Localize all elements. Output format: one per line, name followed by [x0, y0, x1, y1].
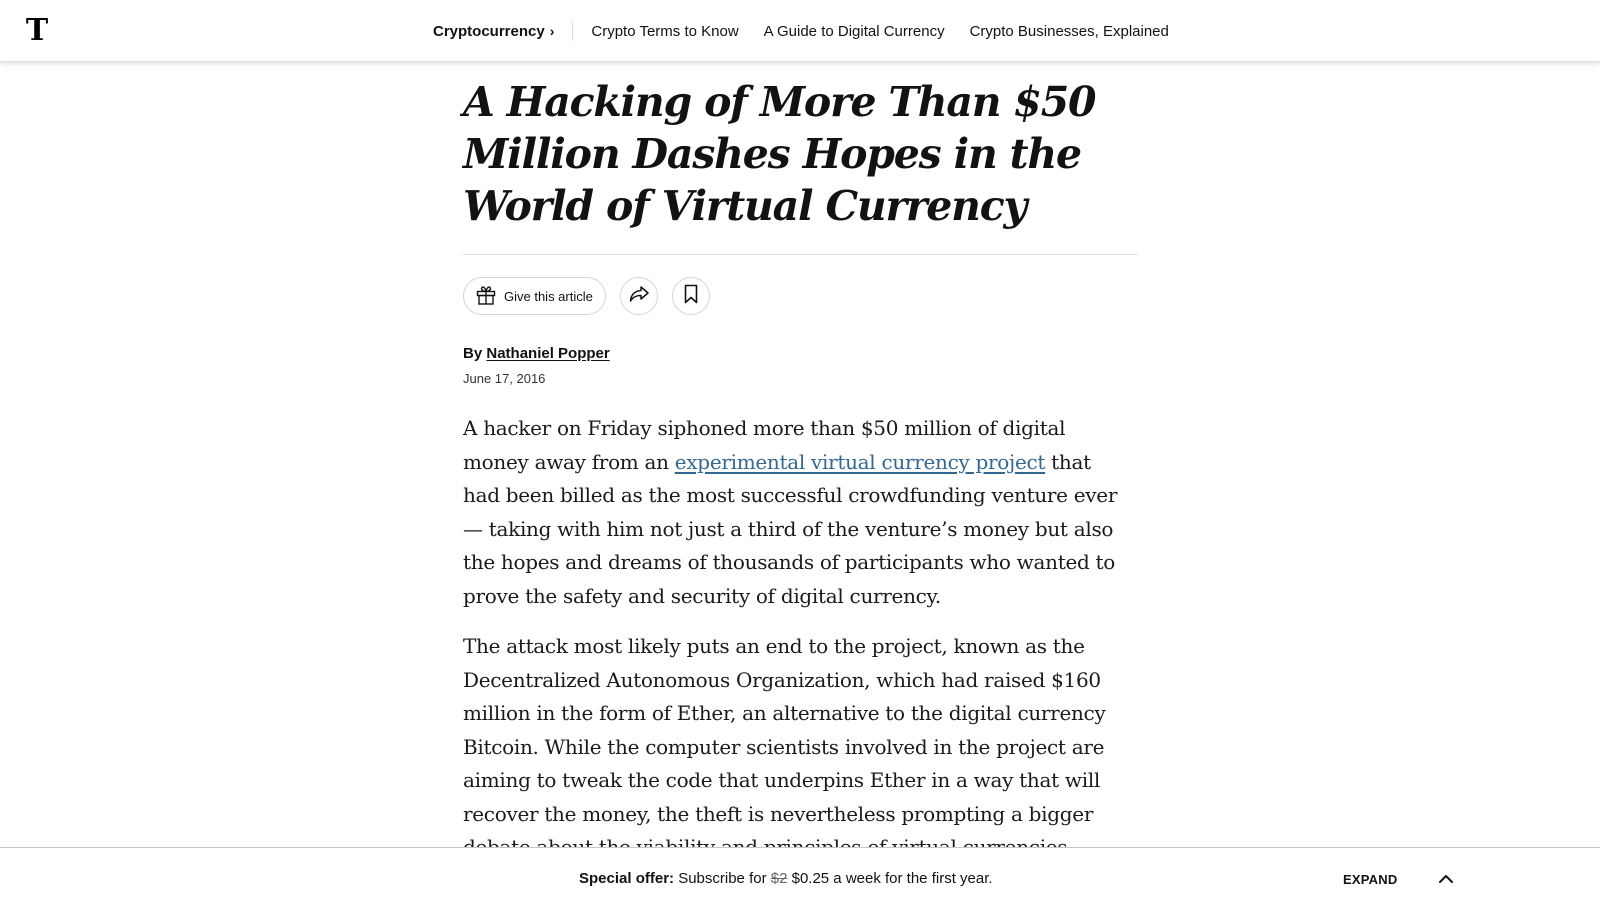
give-article-button[interactable] — [463, 277, 606, 315]
headline-divider — [463, 254, 1138, 255]
nav-link-crypto-businesses[interactable]: Crypto Businesses, Explained — [969, 22, 1169, 40]
share-icon — [628, 283, 650, 310]
inline-link-experimental-project[interactable]: experimental virtual currency project — [674, 449, 1046, 474]
article-paragraph — [463, 412, 1128, 613]
article — [463, 62, 1138, 865]
nav-link-guide-digital-currency[interactable]: A Guide to Digital Currency — [763, 22, 945, 40]
chevron-right-icon: › — [549, 23, 555, 39]
section-nav — [433, 0, 1169, 62]
article-actions — [463, 277, 1138, 315]
nav-link-crypto-terms[interactable]: Crypto Terms to Know — [591, 22, 739, 40]
byline — [463, 345, 1138, 362]
publish-date: June 17, 2016 — [463, 371, 546, 386]
article-headline: A Hacking of More Than $50 Million Dashes Hopes in the World of Virtual Currency — [463, 78, 1096, 230]
chevron-up-icon[interactable] — [1436, 869, 1456, 889]
offer-text[interactable] — [579, 870, 993, 887]
article-paragraph: The attack most likely puts an end to the project, known as the Decentralized Autonomous Organization, which had raised $160 million in the form of Ether, an alternative to the digital currency Bitcoin. While the computer scientists involved in the project are aiming to tweak the code that underpins Ether in a way that will recover the money, the theft is nevertheless prompting a bigger — [463, 634, 1106, 826]
paragraph-text: A hacker on Friday siphoned more than $50 million of digital money away from an — [463, 416, 1066, 474]
give-article-label: Give this article — [504, 288, 593, 304]
expand-button[interactable]: EXPAND — [1343, 872, 1398, 887]
byline-prefix: By — [463, 345, 483, 362]
offer-label: Special offer: — [579, 870, 675, 887]
paragraph-text: that had been billed as the most successful crowdfunding venture ever — taking with him not just a third of the venture’s money but also the hopes and dreams of thousands of participants who wanted to prove the safety and security of digital currency. — [463, 449, 1118, 608]
bookmark-icon — [682, 283, 700, 310]
bookmark-button[interactable] — [672, 277, 710, 315]
nyt-logo-icon[interactable]: T — [25, 13, 49, 48]
section-link-cryptocurrency[interactable] — [433, 21, 573, 41]
offer-text-after: $0.25 a week for the first year. — [787, 870, 993, 887]
offer-text-before: Subscribe for — [674, 870, 771, 887]
section-label: Cryptocurrency — [433, 22, 545, 40]
author-link[interactable]: Nathaniel Popper — [486, 345, 610, 362]
old-price: $2 — [770, 870, 788, 887]
share-button[interactable] — [620, 277, 658, 315]
top-nav-bar — [0, 0, 1600, 62]
subscription-offer-bar — [0, 847, 1600, 909]
gift-icon — [475, 284, 497, 309]
